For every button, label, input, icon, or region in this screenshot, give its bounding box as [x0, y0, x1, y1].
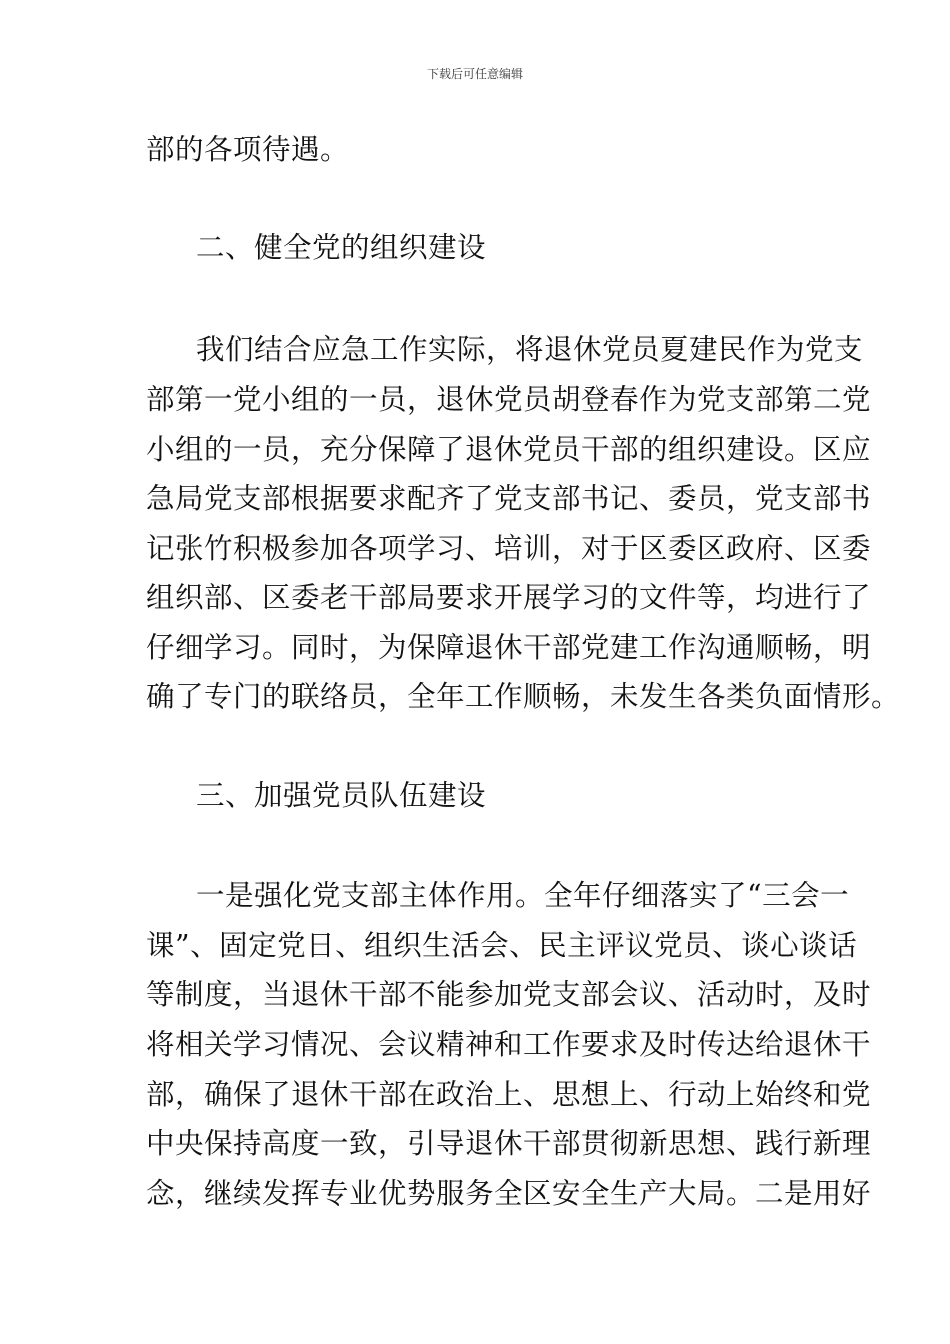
paragraph-line: 部的各项待遇。	[146, 133, 350, 166]
paragraph-line: 我们结合应急工作实际，将退休党员夏建民作为党支	[196, 333, 864, 366]
paragraph-line: 记张竹积极参加各项学习、培训，对于区委区政府、区委	[146, 532, 872, 565]
page-header: 下载后可任意编辑	[426, 67, 523, 81]
paragraph-line: 组织部、区委老干部局要求开展学习的文件等，均进行了	[146, 581, 872, 614]
section-heading-2: 二、健全党的组织建设	[196, 231, 487, 264]
section-heading-3: 三、加强党员队伍建设	[196, 779, 487, 812]
paragraph-line: 等制度，当退休干部不能参加党支部会议、活动时，及时	[146, 978, 872, 1011]
paragraph-line: 确了专门的联络员，全年工作顺畅，未发生各类负面情形。	[146, 680, 901, 713]
paragraph-line: 部第一党小组的一员，退休党员胡登春作为党支部第二党	[146, 383, 872, 416]
paragraph-line: 一是强化党支部主体作用。全年仔细落实了“三会一	[196, 879, 850, 912]
paragraph-line: 小组的一员，充分保障了退休党员干部的组织建设。区应	[146, 433, 872, 466]
paragraph-line: 念，继续发挥专业优势服务全区安全生产大局。二是用好	[146, 1177, 872, 1210]
paragraph-line: 仔细学习。同时，为保障退休干部党建工作沟通顺畅，明	[146, 631, 872, 664]
paragraph-line: 将相关学习情况、会议精神和工作要求及时传达给退休干	[146, 1028, 872, 1061]
paragraph-line: 急局党支部根据要求配齐了党支部书记、委员，党支部书	[146, 482, 872, 515]
paragraph-line: 中央保持高度一致，引导退休干部贯彻新思想、践行新理	[146, 1127, 872, 1160]
paragraph-line: 部，确保了退休干部在政治上、思想上、行动上始终和党	[146, 1078, 872, 1111]
paragraph-line: 课”、固定党日、组织生活会、民主评议党员、谈心谈话	[146, 929, 858, 962]
